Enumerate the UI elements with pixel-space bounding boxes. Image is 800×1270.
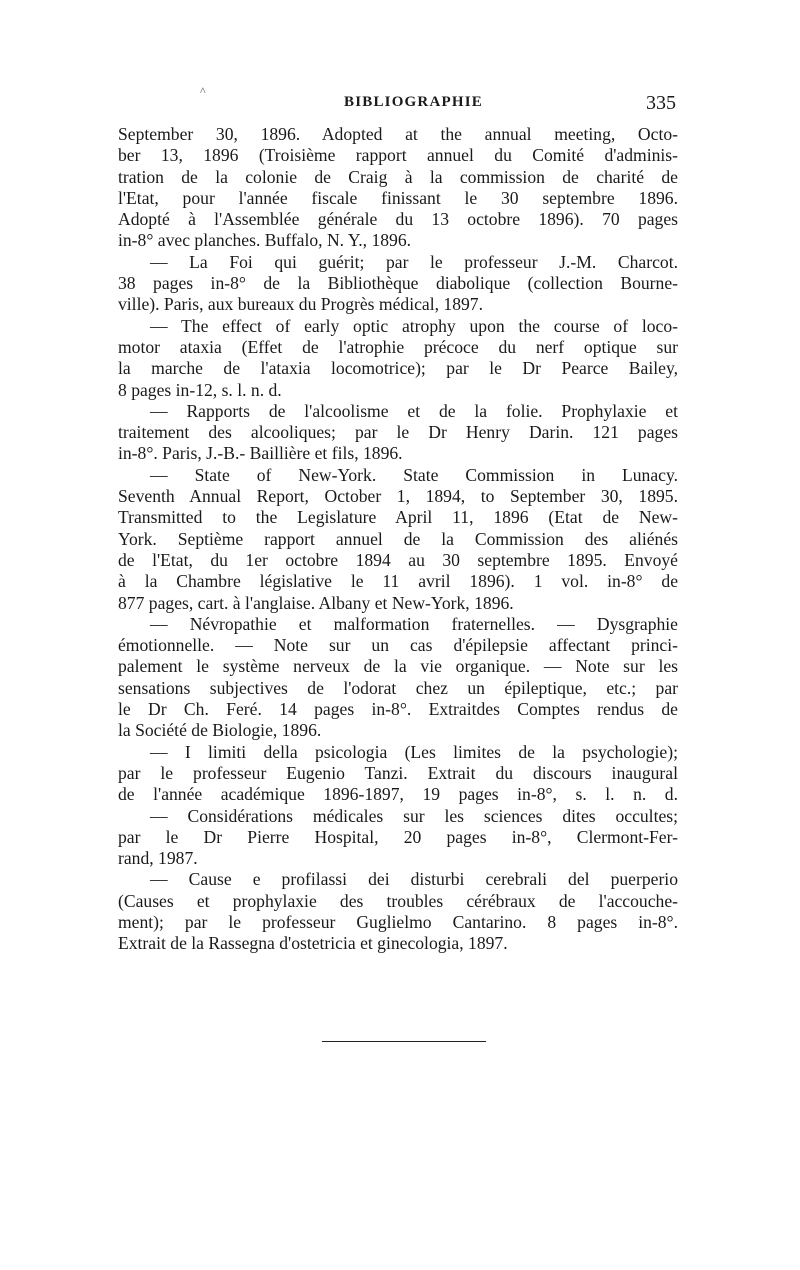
text-line: 877 pages, cart. à l'anglaise. Albany et New-York, 1896. <box>118 592 514 613</box>
text-line: le Dr Ch. Feré. 14 pages in-8°. Extraitdes Comptes rendus de <box>118 699 678 720</box>
text-line: Extrait de la Rassegna d'ostetricia et ginecologia, 1897. <box>118 933 508 954</box>
text-line: (Causes et prophylaxie des troubles cérébraux de l'accouche- <box>118 890 678 911</box>
text-line: in-8°. Paris, J.-B.- Baillière et fils, 1896. <box>118 443 403 464</box>
text-line: 38 pages in-8° de la Bibliothèque diabolique (collection Bourne- <box>118 273 678 294</box>
text-line: la Société de Biologie, 1896. <box>118 720 322 741</box>
text-line: York. Septième rapport annuel de la Commission des aliénés <box>118 528 678 549</box>
text-line: ville). Paris, aux bureaux du Progrès médical, 1897. <box>118 294 483 315</box>
text-line: la marche de l'ataxia locomotrice); par le Dr Pearce Bailey, <box>118 358 678 379</box>
text-line: à la Chambre législative le 11 avril 1896). 1 vol. in-8° de <box>118 571 678 592</box>
text-line: — State of New-York. State Commission in Lunacy. <box>150 464 678 485</box>
text-line: — Cause e profilassi dei disturbi cerebrali del puerperio <box>150 869 678 890</box>
header-mark: ^ <box>200 84 206 98</box>
text-line: ber 13, 1896 (Troisième rapport annuel du Comité d'adminis- <box>118 145 678 166</box>
page-header <box>118 84 676 122</box>
text-line: — Rapports de l'alcoolisme et de la folie. Prophylaxie et <box>150 400 678 421</box>
text-line: l'Etat, pour l'année fiscale finissant le 30 septembre 1896. <box>118 187 678 208</box>
text-line: rand, 1987. <box>118 848 198 869</box>
text-line: ment); par le professeur Guglielmo Cantarino. 8 pages in-8°. <box>118 911 678 932</box>
text-line: September 30, 1896. Adopted at the annual meeting, Octo- <box>118 124 678 144</box>
text-line: motor ataxia (Effet de l'atrophie précoce du nerf optique sur <box>118 336 678 357</box>
running-title: BIBLIOGRAPHIE <box>344 94 483 110</box>
text-line: Transmitted to the Legislature April 11, 1896 (Etat de New- <box>118 507 678 528</box>
end-rule <box>322 1041 486 1042</box>
text-line: in-8° avec planches. Buffalo, N. Y., 1896. <box>118 230 412 251</box>
text-line: émotionnelle. — Note sur un cas d'épilepsie affectant princi- <box>118 635 678 656</box>
text-line: — La Foi qui guérit; par le professeur J.-M. Charcot. <box>150 251 678 272</box>
text-line: tration de la colonie de Craig à la commission de charité de <box>118 166 678 187</box>
bibliography-text <box>118 124 678 955</box>
text-line: palement le système nerveux de la vie organique. — Note sur les <box>118 656 678 677</box>
text-line: sensations subjectives de l'odorat chez un épileptique, etc.; par <box>118 677 678 698</box>
page-number: 335 <box>646 92 676 114</box>
text-line: — Névropathie et malformation fraternelles. — Dysgraphie <box>150 613 678 634</box>
text-line: Adopté à l'Assemblée générale du 13 octobre 1896). 70 pages <box>118 209 678 230</box>
text-line: — Considérations médicales sur les sciences dites occultes; <box>150 805 678 826</box>
text-line: 8 pages in-12, s. l. n. d. <box>118 379 282 400</box>
text-line: — The effect of early optic atrophy upon the course of loco- <box>150 315 678 336</box>
text-line: de l'année académique 1896-1897, 19 pages in-8°, s. l. n. d. <box>118 784 678 805</box>
text-line: de l'Etat, du 1er octobre 1894 au 30 septembre 1895. Envoyé <box>118 549 678 570</box>
text-line: par le professeur Eugenio Tanzi. Extrait du discours inaugural <box>118 762 678 783</box>
text-line: par le Dr Pierre Hospital, 20 pages in-8°, Clermont-Fer- <box>118 826 678 847</box>
text-line: — I limiti della psicologia (Les limites de la psychologie); <box>150 741 678 762</box>
text-line: traitement des alcooliques; par le Dr Henry Darin. 121 pages <box>118 422 678 443</box>
text-line: Seventh Annual Report, October 1, 1894, to September 30, 1895. <box>118 486 678 507</box>
